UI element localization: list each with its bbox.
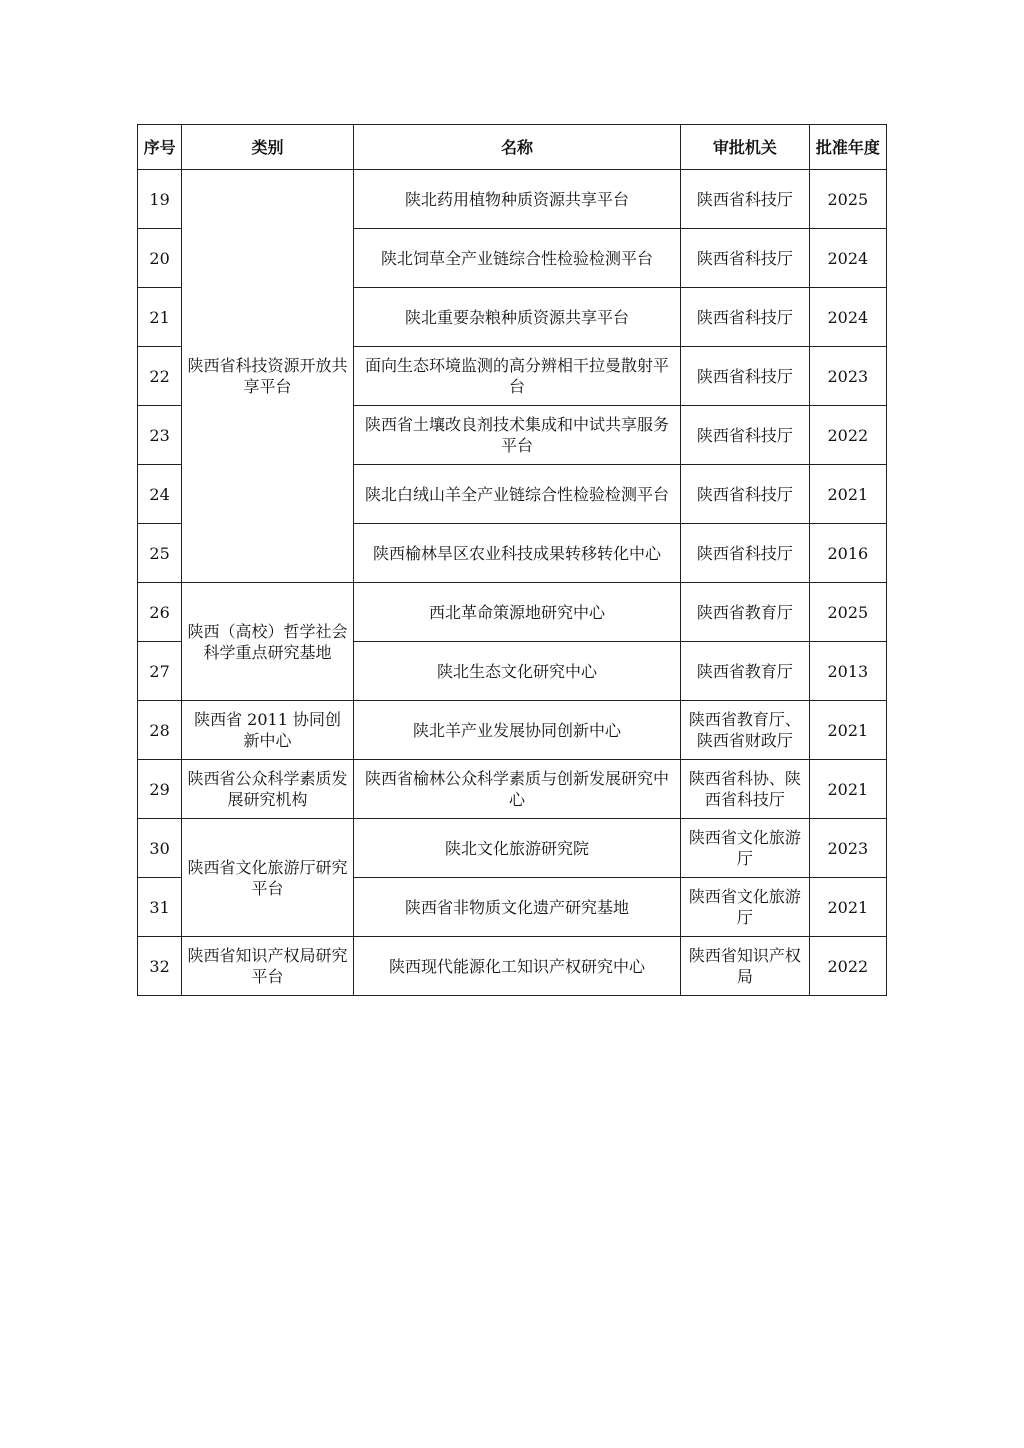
cell-name: 陕北文化旅游研究院: [353, 819, 680, 878]
header-category: 类别: [182, 125, 354, 170]
cell-year: 2021: [809, 701, 886, 760]
cell-authority: 陕西省文化旅游厅: [681, 878, 810, 937]
cell-year: 2024: [809, 288, 886, 347]
cell-authority: 陕西省科技厅: [681, 288, 810, 347]
cell-name: 陕北饲草全产业链综合性检验检测平台: [353, 229, 680, 288]
cell-year: 2021: [809, 465, 886, 524]
cell-year: 2016: [809, 524, 886, 583]
cell-seq: 22: [138, 347, 182, 406]
cell-year: 2023: [809, 347, 886, 406]
cell-authority: 陕西省科协、陕西省科技厅: [681, 760, 810, 819]
cell-authority: 陕西省科技厅: [681, 347, 810, 406]
cell-category: 陕西省知识产权局研究平台: [182, 937, 354, 996]
cell-year: 2025: [809, 170, 886, 229]
cell-category: 陕西省文化旅游厅研究平台: [182, 819, 354, 937]
cell-category: 陕西省公众科学素质发展研究机构: [182, 760, 354, 819]
cell-seq: 23: [138, 406, 182, 465]
table-row: [138, 701, 887, 760]
cell-name: 陕北生态文化研究中心: [353, 642, 680, 701]
cell-authority: 陕西省科技厅: [681, 406, 810, 465]
table-row: [138, 819, 887, 878]
table-row: [138, 170, 887, 229]
header-year: 批准年度: [809, 125, 886, 170]
cell-authority: 陕西省教育厅: [681, 583, 810, 642]
cell-authority: 陕西省科技厅: [681, 465, 810, 524]
cell-year: 2022: [809, 937, 886, 996]
cell-name: 面向生态环境监测的高分辨相干拉曼散射平台: [353, 347, 680, 406]
cell-seq: 27: [138, 642, 182, 701]
cell-seq: 32: [138, 937, 182, 996]
cell-seq: 25: [138, 524, 182, 583]
cell-name: 陕西现代能源化工知识产权研究中心: [353, 937, 680, 996]
header-authority: 审批机关: [681, 125, 810, 170]
header-name: 名称: [353, 125, 680, 170]
cell-year: 2022: [809, 406, 886, 465]
cell-authority: 陕西省文化旅游厅: [681, 819, 810, 878]
cell-year: 2024: [809, 229, 886, 288]
cell-year: 2023: [809, 819, 886, 878]
cell-category: 陕西省 2011 协同创新中心: [182, 701, 354, 760]
cell-name: 陕北药用植物种质资源共享平台: [353, 170, 680, 229]
cell-name: 陕西榆林旱区农业科技成果转移转化中心: [353, 524, 680, 583]
cell-year: 2021: [809, 760, 886, 819]
cell-year: 2013: [809, 642, 886, 701]
cell-name: 陕北重要杂粮种质资源共享平台: [353, 288, 680, 347]
cell-authority: 陕西省科技厅: [681, 524, 810, 583]
header-seq: 序号: [138, 125, 182, 170]
cell-authority: 陕西省科技厅: [681, 170, 810, 229]
table-row: [138, 760, 887, 819]
cell-seq: 24: [138, 465, 182, 524]
cell-name: 西北革命策源地研究中心: [353, 583, 680, 642]
table-row: [138, 583, 887, 642]
cell-year: 2021: [809, 878, 886, 937]
cell-seq: 31: [138, 878, 182, 937]
cell-authority: 陕西省科技厅: [681, 229, 810, 288]
cell-seq: 26: [138, 583, 182, 642]
cell-name: 陕西省榆林公众科学素质与创新发展研究中心: [353, 760, 680, 819]
cell-authority: 陕西省教育厅、陕西省财政厅: [681, 701, 810, 760]
cell-seq: 29: [138, 760, 182, 819]
cell-name: 陕西省非物质文化遗产研究基地: [353, 878, 680, 937]
cell-seq: 21: [138, 288, 182, 347]
cell-seq: 20: [138, 229, 182, 288]
cell-category: 陕西（高校）哲学社会科学重点研究基地: [182, 583, 354, 701]
cell-name: 陕北白绒山羊全产业链综合性检验检测平台: [353, 465, 680, 524]
platform-table: [137, 124, 887, 996]
cell-name: 陕北羊产业发展协同创新中心: [353, 701, 680, 760]
table-header-row: [138, 125, 887, 170]
table-row: [138, 937, 887, 996]
cell-seq: 19: [138, 170, 182, 229]
cell-seq: 28: [138, 701, 182, 760]
cell-year: 2025: [809, 583, 886, 642]
cell-seq: 30: [138, 819, 182, 878]
cell-name: 陕西省土壤改良剂技术集成和中试共享服务平台: [353, 406, 680, 465]
cell-category: 陕西省科技资源开放共享平台: [182, 170, 354, 583]
cell-authority: 陕西省教育厅: [681, 642, 810, 701]
cell-authority: 陕西省知识产权局: [681, 937, 810, 996]
